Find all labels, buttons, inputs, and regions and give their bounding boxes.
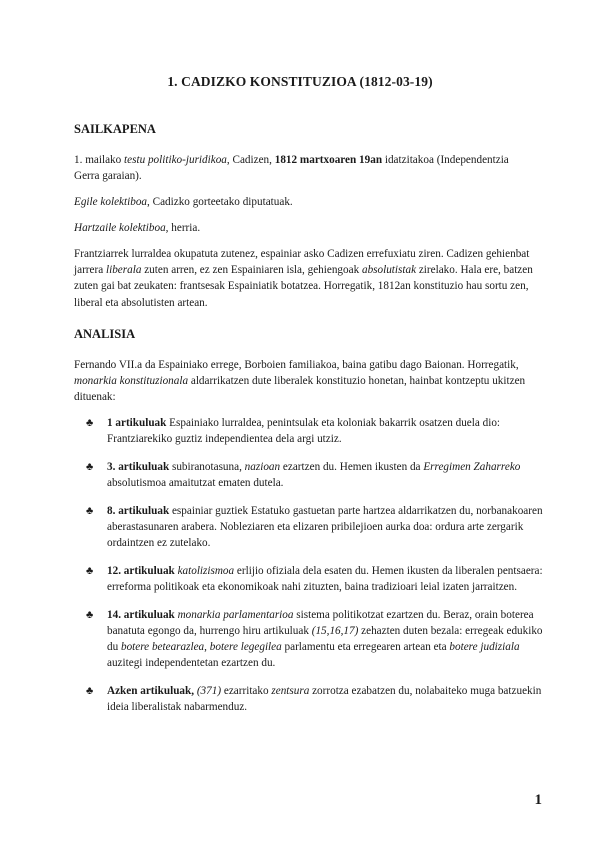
paragraph-analysis-intro: Fernando VII.a da Espainiako errege, Borboien familiakoa, baina gatibu dago Baionan. Horregatik, monarkia konstituzionala aldarrikatzen dute liberalek konstituzio honetan, hainbat kontzeptu ukitzen dituenak:: [74, 359, 526, 404]
club-bullet-icon: ♣: [86, 417, 94, 429]
list-item-article-3: ♣ 3. artikuluak subiranotasuna, nazioan ezartzen du. Hemen ikusten da Erregimen Zaharreko absolutismoa amaitutzat ematen dutela.: [86, 460, 521, 490]
club-bullet-icon: ♣: [86, 564, 94, 577]
club-bullet-icon: ♣: [86, 608, 94, 621]
list-item-article-12: ♣ 12. artikuluak katolizismoa erlijio ofiziala dela esaten du. Hemen ikusten da liberalen pentsaera: erreforma politikoak eta ekonomikoak nahi zituzten, baina tradizioari leial izaten jarraitzen.: [86, 564, 543, 594]
page-number: 1: [534, 792, 542, 808]
section-heading-sailkapena: SAILKAPENA: [74, 122, 156, 136]
list-item-article-1: ♣ 1 artikuluak Espainiako lurraldea, penintsulak eta koloniak bakarrik osatzen duela dio: Frantziarekiko guztiz independientea dela argi utziz.: [86, 417, 501, 446]
section-heading-analisia: ANALISIA: [74, 327, 136, 341]
paragraph-author: Egile kolektiboa, Cadizko gorteetako diputatuak.: [74, 196, 293, 208]
club-bullet-icon: ♣: [86, 460, 94, 473]
list-item-article-8: ♣ 8. artikuluak espainiar guztiek Estatuko gastuetan parte hartzea aldarrikatzen du, norbanakoaren aberastasunaren arabera. Nobleziaren eta elizaren pribilejioen aurka doa: ordura arte zergarik ordaintzen ez zutelako.: [86, 504, 543, 550]
club-bullet-icon: ♣: [86, 504, 94, 517]
paragraph-classification: 1. mailako testu politiko-juridikoa, Cadizen, 1812 martxoaren 19an idatzitakoa (Independentzia Gerra garaian).: [74, 154, 509, 183]
paragraph-recipient: Hartzaile kolektiboa, herria.: [74, 222, 201, 234]
list-item-last-article: ♣ Azken artikuluak, (371) ezarritako zentsura zorrotza ezabatzen du, nolabaiteko muga batzuekin ideia liberalistak nabarmenduz.: [86, 685, 542, 714]
club-bullet-icon: ♣: [86, 685, 94, 698]
document-title: 1. CADIZKO KONSTITUZIOA (1812-03-19): [167, 74, 433, 89]
list-item-article-14: ♣ 14. artikuluak monarkia parlamentarioa sistema politikotzat ezartzen du. Beraz, orain boterea banatuta egongo da, hurrengo hiru artikuluak (15,16,17) zehazten duten bezala: erregeak edukiko du botere betearazlea, botere legegilea parlamentu eta erregearen artean eta botere judiziala auzitegi independentetan ezartzen du.: [86, 608, 543, 670]
paragraph-context: Frantziarrek lurraldea okupatuta zutenez, espainiar asko Cadizen errefuxiatu ziren. Cadizen gehienbat jarrera liberala zuten arren, ez zen Espainiaren isla, gehiengoak absolutistak zirelako. Hala ere, batzen zuten gai bat zeukaten: frantsesak Espainiatik botatzea. Horregatik, 1812an konstituzio hau sortu zen, liberal eta absolutisten artean.: [74, 248, 533, 309]
article-list: [74, 415, 544, 727]
